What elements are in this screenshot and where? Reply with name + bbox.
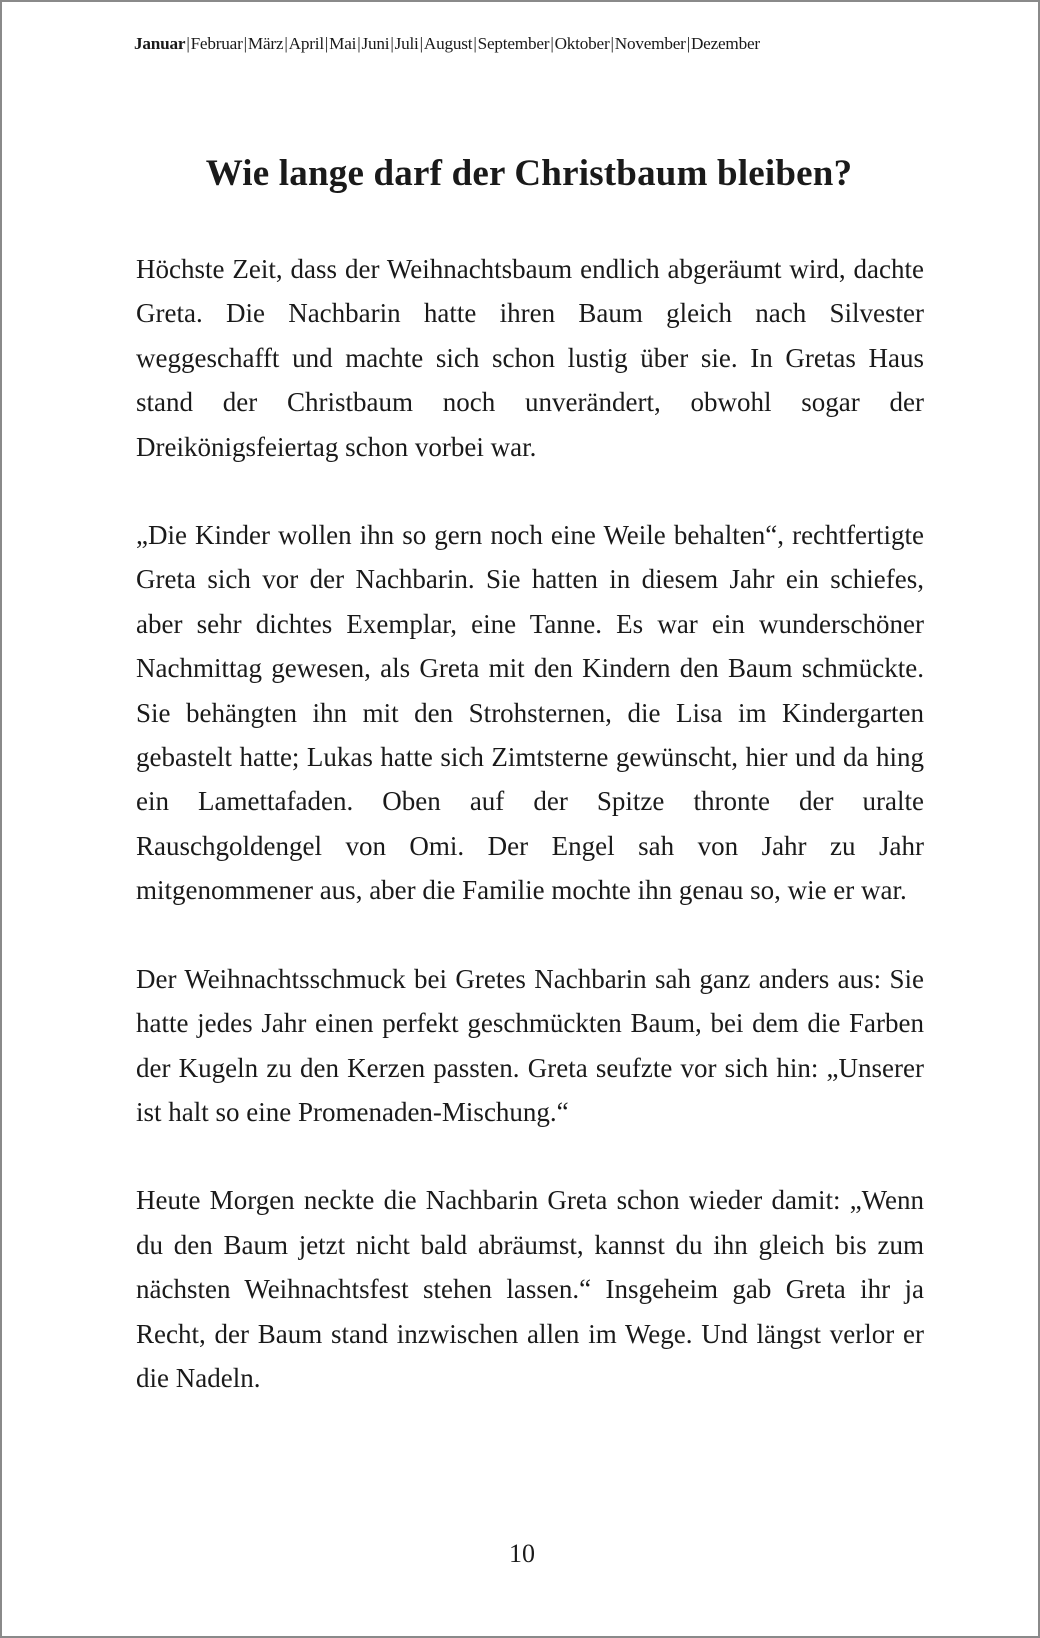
article-body <box>136 247 924 1444</box>
month-separator: | <box>390 34 394 53</box>
month-navigation <box>134 34 924 54</box>
month-april[interactable]: April <box>288 34 324 53</box>
paragraph-2: „Die Kinder wollen ihn so gern noch eine Weile behalten“, rechtfertigte Greta sich vor der Nachbarin. Sie hatten in diesem Jahr ein schiefes, aber sehr dichtes Exemplar, eine Tanne. Es war ein wunderschöner Nachmittag gewesen, als Greta mit den Kindern den Baum schmückte. Sie behängten ihn mit den Strohsternen, die Lisa im Kindergarten gebastelt hatte; Lukas hatte sich Zimtsterne gewünscht, hier und da hing ein Lamettafaden. Oben auf der Spitze thronte der uralte Rauschgoldengel von Omi. Der Engel sah von Jahr zu Jahr mitgenommener aus, aber die Familie mochte ihn genau so, wie er war. <box>136 520 924 906</box>
month-separator: | <box>357 34 361 53</box>
month-januar[interactable]: Januar <box>134 34 186 53</box>
month-separator: | <box>610 34 614 53</box>
month-separator: | <box>473 34 477 53</box>
month-dezember[interactable]: Dezember <box>690 34 760 53</box>
month-separator: | <box>419 34 423 53</box>
month-november[interactable]: November <box>614 34 686 53</box>
month-juni[interactable]: Juni <box>361 34 390 53</box>
paragraph-3: Der Weihnachtsschmuck bei Gretes Nachbarin sah ganz anders aus: Sie hatte jedes Jahr einen perfekt geschmückten Baum, bei dem die Farben der Kugeln zu den Kerzen passten. Greta seufzte vor sich hin: „Unserer ist halt so eine Promenaden-Mischung.“ <box>136 963 924 1127</box>
page-number: 10 <box>509 1539 535 1568</box>
month-februar[interactable]: Februar <box>190 34 243 53</box>
month-separator: | <box>324 34 329 53</box>
month-september[interactable]: September <box>477 34 550 53</box>
month-separator: | <box>284 34 288 53</box>
month-separator: | <box>550 34 554 53</box>
month-mai[interactable]: Mai <box>329 34 357 53</box>
month-separator: | <box>186 34 190 53</box>
month-maerz[interactable]: März <box>247 34 284 53</box>
month-oktober[interactable]: Oktober <box>554 34 610 53</box>
month-separator: | <box>686 34 690 53</box>
paragraph-1: Höchste Zeit, dass der Weihnachtsbaum endlich abgeräumt wird, dachte Greta. Die Nachbarin hatte ihren Baum gleich nach Silvester weggeschafft und machte sich schon lustig über sie. In Gretas Haus stand der Christbaum noch unverändert, obwohl sogar der Dreikönigsfeiertag schon vorbei war. <box>136 254 924 462</box>
paragraph-4: Heute Morgen neckte die Nachbarin Greta schon wieder damit: „Wenn du den Baum jetzt nicht bald abräumst, kannst du ihn gleich bis zum nächsten Weihnachtsfest stehen lassen.“ Insgeheim gab Greta ihr ja Recht, der Baum stand inzwischen allen im Wege. Und längst verlor er die Nadeln. <box>136 1185 924 1393</box>
month-juli[interactable]: Juli <box>394 34 419 53</box>
month-august[interactable]: August <box>423 34 473 53</box>
month-separator: | <box>243 34 247 53</box>
article-title: Wie lange darf der Christbaum bleiben? <box>205 153 853 194</box>
